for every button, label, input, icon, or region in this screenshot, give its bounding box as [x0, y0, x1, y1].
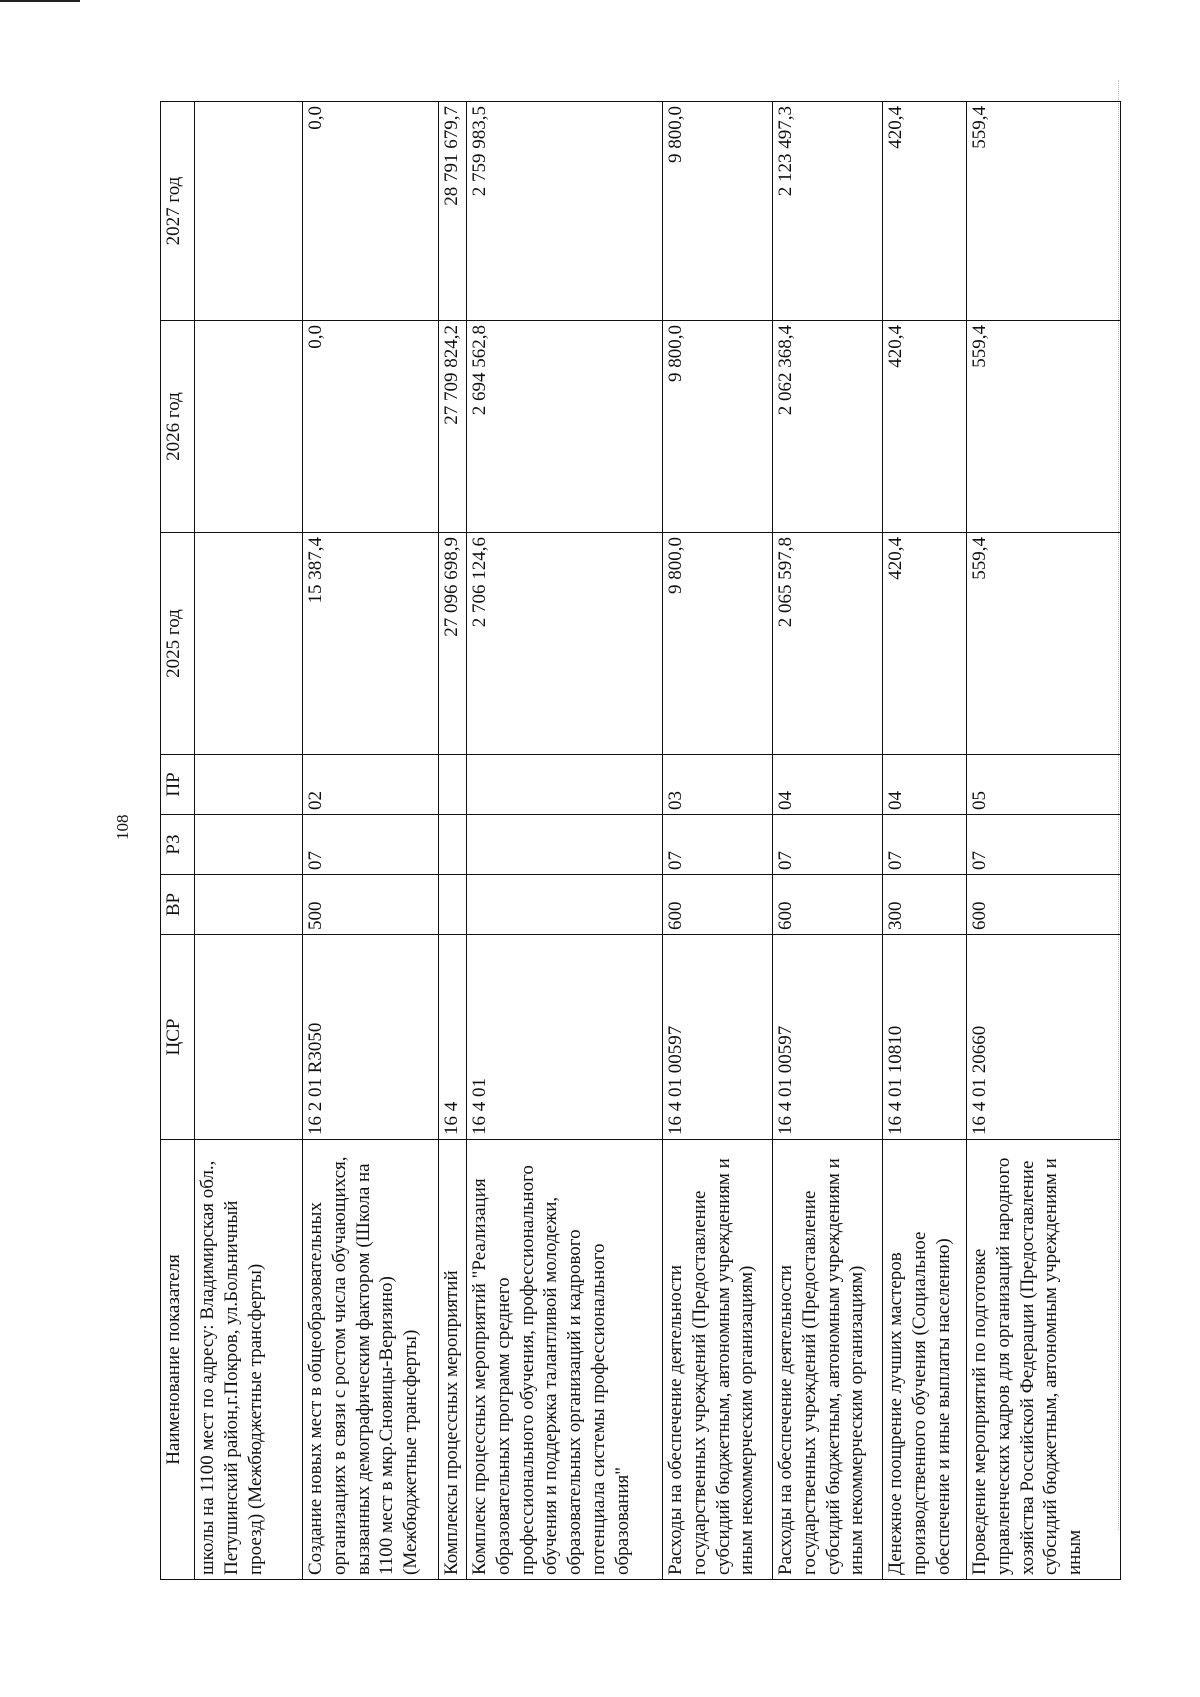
cell-pr: 02: [303, 755, 439, 815]
header-vr: ВР: [161, 875, 195, 935]
cell-2027: 420,4: [883, 102, 967, 321]
cell-2025: 9 800,0: [663, 533, 773, 755]
cell-2027: [195, 102, 303, 321]
cell-2026: 2 062 368,4: [773, 321, 883, 533]
cell-name: Комплекс процессных мероприятий "Реализация образовательных программ среднего профессионального обучения, профессионального обучения и поддержка талантливой молодежи, образовательных организаций и кадрового потенциала системы профессионального образования": [467, 1140, 663, 1580]
cell-2025: 2 706 124,6: [467, 533, 663, 755]
cell-2026: 2 694 562,8: [467, 321, 663, 533]
table-row: [773, 102, 883, 1580]
cell-2025: 420,4: [883, 533, 967, 755]
table-row: [883, 102, 967, 1580]
cell-csr: 16 4 01 00597: [663, 935, 773, 1140]
scan-edge-mark: [0, 0, 80, 10]
cell-csr: 16 4 01: [467, 935, 663, 1140]
cell-name: Проведение мероприятий по подготовке управленческих кадров для организаций народного хозяйства Российской Федерации (Предоставление субсидий бюджетным, автономным учреждениям и иным: [967, 1140, 1121, 1580]
table-row: [303, 102, 439, 1580]
cell-2027: 0,0: [303, 102, 439, 321]
cell-rz: 07: [967, 815, 1121, 875]
budget-table: [160, 101, 1121, 1580]
cell-rz: 07: [773, 815, 883, 875]
table-row: [195, 102, 303, 1580]
table-row: [467, 102, 663, 1580]
cell-2027: 2 759 983,5: [467, 102, 663, 321]
cell-2025: 559,4: [967, 533, 1121, 755]
cell-csr: 16 4: [439, 935, 467, 1140]
cell-rz: [439, 815, 467, 875]
cell-2025: 15 387,4: [303, 533, 439, 755]
cell-pr: [195, 755, 303, 815]
cell-pr: 05: [967, 755, 1121, 815]
table-row: [439, 102, 467, 1580]
header-name: Наименование показателя: [161, 1140, 195, 1580]
cell-vr: 500: [303, 875, 439, 935]
cell-rz: [467, 815, 663, 875]
cell-vr: 600: [663, 875, 773, 935]
header-2027: 2027 год: [161, 102, 195, 321]
cell-2026: 27 709 824,2: [439, 321, 467, 533]
cell-pr: 04: [883, 755, 967, 815]
cell-2025: 27 096 698,9: [439, 533, 467, 755]
header-rz: РЗ: [161, 815, 195, 875]
cell-name: Расходы на обеспечение деятельности государственных учреждений (Предоставление субсидий бюджетным, автономным учреждениям и иным некоммерческим организациям): [773, 1140, 883, 1580]
table-header-row: [161, 102, 195, 1580]
cell-name: Комплексы процессных мероприятий: [439, 1140, 467, 1580]
cell-2027: 28 791 679,7: [439, 102, 467, 321]
cell-2026: 420,4: [883, 321, 967, 533]
cell-vr: [195, 875, 303, 935]
cell-2026: 0,0: [303, 321, 439, 533]
cell-2025: 2 065 597,8: [773, 533, 883, 755]
header-csr: ЦСР: [161, 935, 195, 1140]
cell-csr: 16 4 01 00597: [773, 935, 883, 1140]
cell-csr: 16 2 01 R3050: [303, 935, 439, 1140]
cell-vr: [439, 875, 467, 935]
table-row: [967, 102, 1121, 1580]
cell-2026: 559,4: [967, 321, 1121, 533]
cell-csr: [195, 935, 303, 1140]
cell-vr: 300: [883, 875, 967, 935]
cell-rz: 07: [663, 815, 773, 875]
cell-pr: [439, 755, 467, 815]
cell-name: Денежное поощрение лучших мастеров производственного обучения (Социальное обеспечение и иные выплаты населению): [883, 1140, 967, 1580]
cell-vr: [467, 875, 663, 935]
cell-pr: 04: [773, 755, 883, 815]
cell-pr: 03: [663, 755, 773, 815]
header-pr: ПР: [161, 755, 195, 815]
cell-rz: [195, 815, 303, 875]
header-2025: 2025 год: [161, 533, 195, 755]
table-row: [663, 102, 773, 1580]
budget-table-frame: [160, 102, 1120, 1580]
cell-csr: 16 4 01 10810: [883, 935, 967, 1140]
cell-pr: [467, 755, 663, 815]
cell-2027: 9 800,0: [663, 102, 773, 321]
cell-2025: [195, 533, 303, 755]
cell-name: школы на 1100 мест по адресу: Владимирская обл., Петушинский район,г.Покров, ул.Больничный проезд) (Межбюджетные трансферты): [195, 1140, 303, 1580]
cell-2026: [195, 321, 303, 533]
cell-name: Расходы на обеспечение деятельности государственных учреждений (Предоставление субсидий бюджетным, автономным учреждениям и иным некоммерческим организациям): [663, 1140, 773, 1580]
cell-csr: 16 4 01 20660: [967, 935, 1121, 1140]
cell-2027: 2 123 497,3: [773, 102, 883, 321]
cell-name: Создание новых мест в общеобразовательных организациях в связи с ростом числа обучающихся, вызванных демографическим фактором (Школа на 1100 мест в мкр.Сновицы-Веризино) (Межбюджетные трансферты): [303, 1140, 439, 1580]
cell-rz: 07: [303, 815, 439, 875]
header-2026: 2026 год: [161, 321, 195, 533]
cell-2027: 559,4: [967, 102, 1121, 321]
cell-2026: 9 800,0: [663, 321, 773, 533]
cell-rz: 07: [883, 815, 967, 875]
cell-vr: 600: [967, 875, 1121, 935]
page-number: 108: [113, 814, 132, 840]
cell-vr: 600: [773, 875, 883, 935]
